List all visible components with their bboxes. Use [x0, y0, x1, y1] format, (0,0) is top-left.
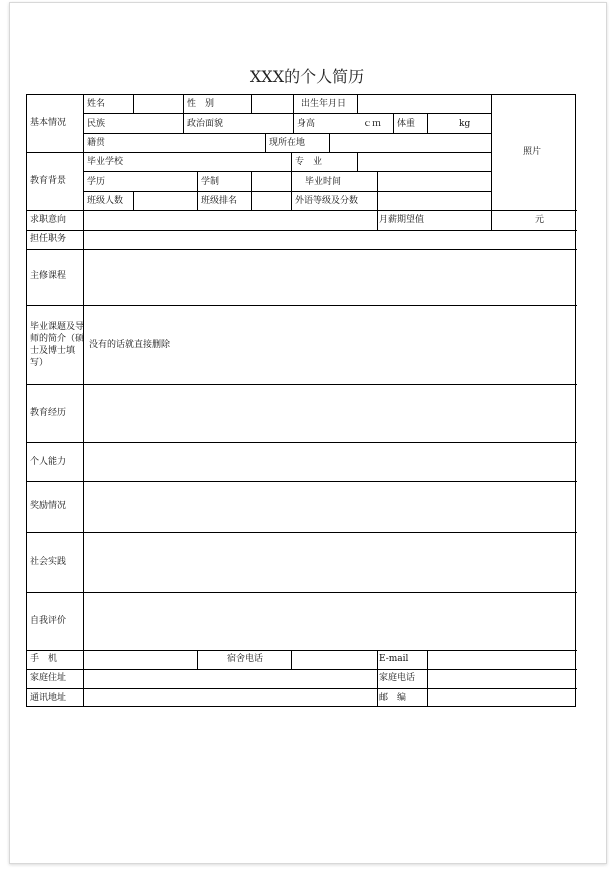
politics-label: 政治面貌: [187, 119, 224, 129]
degree-label: 学历: [87, 177, 106, 187]
schooling-length-label: 学制: [201, 177, 220, 187]
grid-line: [27, 152, 491, 153]
grid-line: [197, 171, 198, 191]
school-label: 毕业学校: [87, 157, 124, 167]
grid-line: [197, 191, 198, 210]
grid-line: [133, 191, 134, 210]
grid-line: [83, 191, 491, 192]
email-label: E-mail: [379, 654, 409, 664]
grid-line: [329, 133, 330, 152]
major-label: 专 业: [295, 157, 323, 167]
current-residence-label: 现所在地: [269, 138, 306, 148]
job-intention-label: 求职意向: [30, 215, 67, 225]
mobile-label: 手 机: [30, 654, 58, 664]
grid-line: [27, 249, 577, 250]
name-label: 姓名: [87, 99, 106, 109]
grid-line: [357, 95, 358, 113]
grid-line: [251, 191, 252, 210]
weight-unit: kg: [459, 119, 471, 129]
grid-line: [27, 210, 577, 211]
postcode-label: 邮 编: [379, 693, 407, 703]
resume-title: XXX的个人简历: [249, 67, 365, 86]
social-practice-label: 社会实践: [30, 557, 67, 567]
grid-line: [427, 650, 428, 707]
grid-line: [377, 171, 378, 191]
self-evaluation-label: 自我评价: [30, 616, 67, 626]
photo-label: 照片: [523, 147, 542, 157]
weight-label: 体重: [397, 119, 416, 129]
gender-label: 性 别: [187, 99, 215, 109]
grid-line: [83, 133, 491, 134]
positions-label: 担任职务: [30, 234, 67, 244]
birth-label: 出生年月日: [301, 99, 347, 109]
home-phone-label: 家庭电话: [379, 673, 416, 683]
class-rank-label: 班级排名: [201, 196, 238, 206]
grid-line: [27, 442, 577, 443]
grid-line: [27, 650, 577, 651]
grid-line: [27, 384, 577, 385]
native-place-label: 籍贯: [87, 138, 106, 148]
grid-line: [27, 592, 577, 593]
grid-line: [377, 210, 378, 230]
grid-line: [183, 95, 184, 113]
grid-line: [251, 95, 252, 113]
grid-line: [27, 481, 577, 482]
grid-line: [251, 171, 252, 191]
grid-line: [393, 113, 394, 133]
grid-line: [83, 95, 84, 707]
grid-line: [291, 191, 292, 210]
grid-line: [377, 191, 378, 210]
salary-unit: 元: [535, 215, 545, 225]
height-unit: ｃｍ: [363, 119, 382, 129]
grid-line: [491, 210, 492, 230]
grid-line: [183, 113, 184, 133]
grid-line: [27, 230, 577, 231]
resume-table: [26, 94, 576, 707]
grid-line: [27, 305, 577, 306]
grid-line: [27, 669, 577, 670]
graduation-time-label: 毕业时间: [305, 177, 342, 187]
awards-label: 奖励情况: [30, 501, 67, 511]
grid-line: [197, 650, 198, 669]
dorm-phone-label: 宿舍电话: [227, 654, 264, 664]
abilities-label: 个人能力: [30, 457, 67, 467]
grid-line: [291, 152, 292, 171]
mailing-address-label: 通讯地址: [30, 693, 67, 703]
height-label: 身高: [297, 119, 316, 129]
grid-line: [291, 171, 292, 191]
class-size-label: 班级人数: [87, 196, 124, 206]
expected-salary-label: 月薪期望值: [379, 215, 425, 225]
basic-info-label: 基本情况: [30, 118, 67, 128]
education-history-label: 教育经历: [30, 408, 67, 418]
thesis-note: 没有的话就直接删除: [89, 340, 171, 350]
education-label: 教育背景: [30, 176, 67, 186]
grid-line: [265, 133, 266, 152]
grid-line: [291, 650, 292, 669]
grid-line: [27, 688, 577, 689]
thesis-label: 毕业课题及导师的简介（硕士及博士填写）: [30, 322, 85, 368]
grid-line: [83, 113, 491, 114]
main-courses-label: 主修课程: [30, 271, 67, 281]
language-level-label: 外语等级及分数: [295, 196, 359, 206]
grid-line: [27, 532, 577, 533]
grid-line: [377, 650, 378, 707]
grid-line: [133, 95, 134, 113]
grid-line: [357, 152, 358, 171]
grid-line: [427, 113, 428, 133]
grid-line: [83, 171, 491, 172]
grid-line: [293, 95, 294, 113]
grid-line: [491, 95, 492, 210]
ethnicity-label: 民族: [87, 119, 106, 129]
grid-line: [293, 113, 294, 133]
home-address-label: 家庭住址: [30, 673, 67, 683]
